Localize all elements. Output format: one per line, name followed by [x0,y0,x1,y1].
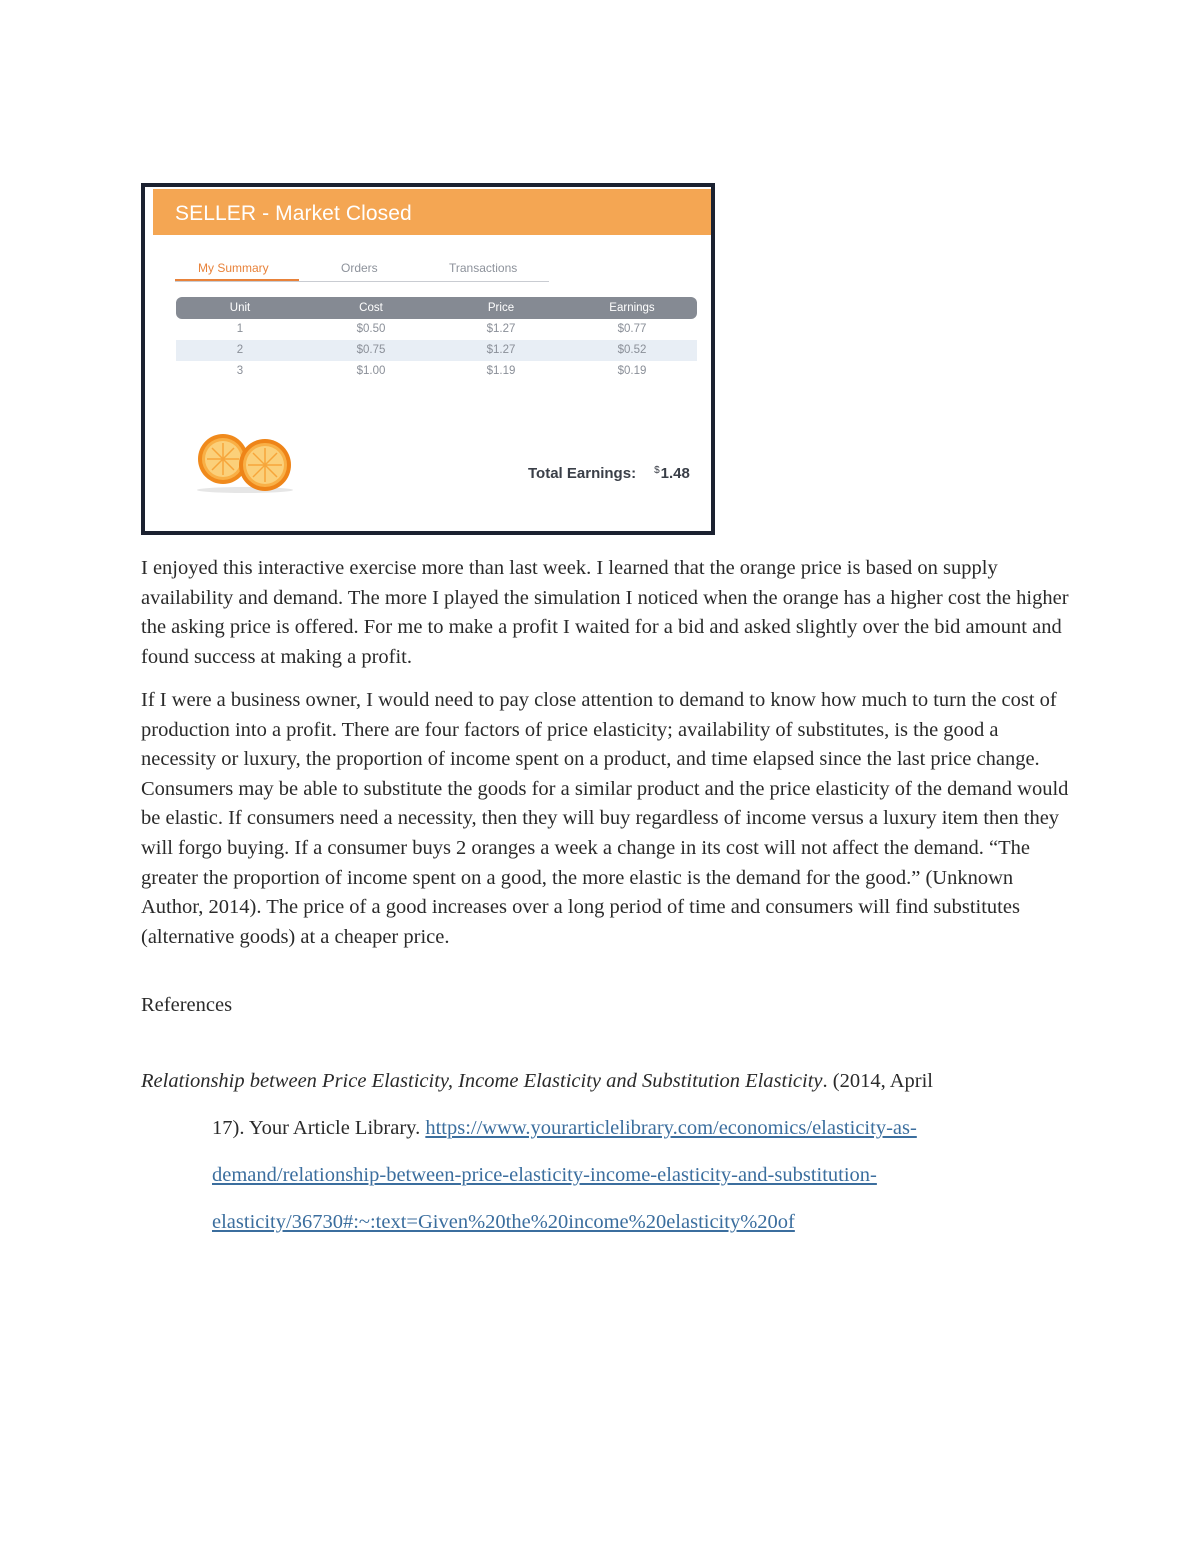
total-earnings-label: Total Earnings: [528,465,637,482]
header-price: Price [487,302,515,314]
paragraph-business-owner: If I were a business owner, I would need to pay close attention to demand to know how much to turn the cost of production into a profit. There are four factors of price elasticity; availability of substitutes, is the good a necessity or luxury, the proportion of income spent on a product, and time elapsed since the last price change. Consumers may be able to substitute the goods for a similar product and the price elasticity of the demand would be elastic. If consumers need a necessity, then they will buy regardless of income versus a luxury item then they will forgo buying. If a consumer buys 2 oranges a week a change in its cost will not affect the demand. “The greater the proportion of income spent on a good, the more elastic is the demand for the good.” (Unknown Author, 2014). The price of a good increases over a long period of time and consumers will find substitutes (alternative goods) at a cheaper price. [141,689,1069,948]
reference-link-cont[interactable]: demand/relationship-between-price-elasticity-income-elasticity-and-substitution- [212,1164,877,1186]
total-currency: $ [654,465,660,476]
tab-my-summary[interactable]: My Summary [198,261,269,275]
screenshot-header [153,189,711,235]
references-heading: References [141,994,233,1016]
cell-price: $1.19 [486,365,516,377]
cell-earnings: $0.52 [617,344,647,356]
orange-halves-icon [193,433,297,493]
tab-transactions[interactable]: Transactions [449,261,518,275]
cell-cost: $0.50 [356,323,386,335]
seller-summary-screenshot [141,183,715,535]
header-unit: Unit [229,302,251,314]
reference-link[interactable]: https://www.yourarticlelibrary.com/economics/elasticity-as- [425,1117,917,1139]
reference-source: 17). Your Article Library. [212,1117,426,1139]
header-earnings: Earnings [609,302,655,314]
cell-earnings: $0.19 [617,365,647,377]
table-header [176,297,697,319]
header-cost: Cost [359,302,383,314]
total-earnings-value: 1.48 [660,465,690,482]
reference-entry [141,1058,1081,1246]
tab-bar [175,261,549,282]
reference-link-end[interactable]: elasticity/36730#:~:text=Given%20the%20income%20elasticity%20of [212,1211,795,1233]
table-row [176,340,697,361]
reference-title: Relationship between Price Elasticity, Income Elasticity and Substitution Elasticity [141,1070,823,1092]
tab-orders[interactable]: Orders [341,261,378,275]
paragraph-reflection: I enjoyed this interactive exercise more than last week. I learned that the orange price is based on supply availability and demand. The more I played the simulation I noticed when the orange has a higher cost the higher the asking price is offered. For me to make a profit I waited for a bid and asked slightly over the bid amount and found success at making a profit. [141,557,1069,668]
cell-cost: $1.00 [356,365,386,377]
table-row [176,319,697,340]
cell-price: $1.27 [486,344,516,356]
table-row [176,361,697,382]
total-earnings [528,465,690,482]
screenshot-title: SELLER - Market Closed [175,202,412,225]
cell-unit: 2 [236,344,244,356]
cell-earnings: $0.77 [617,323,647,335]
active-tab-indicator [175,279,299,281]
reference-date: . (2014, April [822,1070,933,1092]
summary-table [176,297,697,382]
cell-cost: $0.75 [356,344,386,356]
cell-unit: 3 [236,365,244,377]
cell-unit: 1 [236,323,244,335]
cell-price: $1.27 [486,323,516,335]
